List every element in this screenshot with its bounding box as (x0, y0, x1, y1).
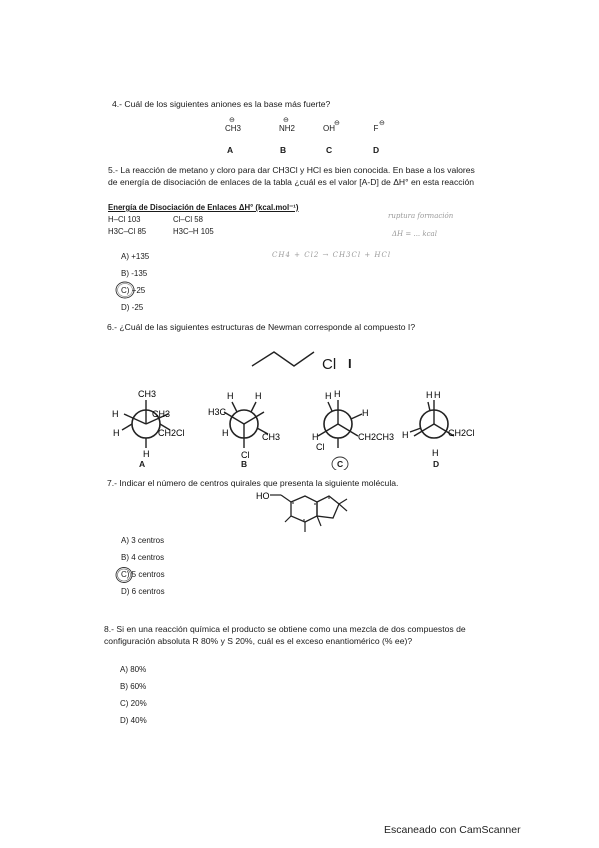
newman-label: H (402, 430, 409, 440)
newman-label: H (143, 449, 150, 459)
newman-label: CH3 (262, 432, 281, 442)
q8-option-a: A) 80% (120, 665, 147, 674)
newman-a (112, 389, 185, 459)
question-4: 4.- Cuál de los siguientes aniones es la base más fuerte? (112, 99, 331, 109)
compound-label-i: I (348, 356, 352, 371)
newman-label: H (362, 408, 369, 418)
question-5-line2: de energía de disociación de enlaces de la tabla ¿cuál es el valor [A-D] de ΔH° en esta reacción (108, 177, 475, 187)
question-5-line1: 5.- La reacción de metano y cloro para dar CH3Cl y HCl es bien conocida. En base a los valores (108, 165, 475, 175)
newman-label: Cl (241, 450, 250, 460)
compound-zigzag (250, 346, 320, 372)
option-letter-c: C (326, 145, 333, 155)
question-8-line2: configuración absoluta R 80% y S 20%, cuál es el exceso enantiomérico (% ee)? (104, 636, 413, 646)
anion-charge: ⊖ (334, 120, 340, 127)
anion-formula: OH (323, 124, 335, 133)
newman-projections (100, 388, 520, 470)
question-6: 6.- ¿Cuál de las siguientes estructuras de Newman corresponde al compuesto I? (107, 322, 416, 332)
compound-cl-label: Cl (322, 356, 337, 373)
answer-circle-icon (112, 279, 138, 301)
newman-label: H (113, 428, 120, 438)
newman-letter-a: A (139, 459, 146, 469)
newman-b (208, 391, 280, 460)
newman-letter-d: D (433, 459, 440, 469)
q7-molecule (255, 484, 355, 536)
q5-option-b: B) -135 (121, 269, 148, 278)
bond-table-title: Energía de Disociación de Enlaces ΔH° (kcal.mol⁻¹) (108, 203, 299, 212)
bond-clcl: Cl–Cl 58 (173, 215, 203, 224)
handwritten-note: ruptura formación (388, 212, 454, 220)
newman-label: H (255, 391, 262, 401)
q5-option-d: D) -25 (121, 303, 144, 312)
newman-label: H (222, 428, 229, 438)
newman-label: CH3 (138, 389, 157, 399)
answer-circle-icon (113, 565, 135, 585)
anion-nh2 (272, 117, 302, 133)
anion-formula: CH3 (224, 124, 241, 133)
anion-formula: NH2 (278, 124, 295, 133)
newman-label: H (432, 448, 439, 458)
q5-option-c: C) +25 (121, 286, 146, 295)
newman-letter-b: B (241, 459, 248, 469)
q8-option-c: C) 20% (120, 699, 147, 708)
q7-option-d: D) 6 centros (121, 587, 165, 596)
newman-label: H (227, 391, 234, 401)
q8-option-d: D) 40% (120, 716, 147, 725)
scanner-watermark: Escaneado con CamScanner (384, 824, 521, 836)
molecule-ho-label: HO (256, 491, 270, 501)
anion-formula: F (373, 124, 379, 133)
anion-charge: ⊖ (283, 117, 289, 124)
q5-option-a: A) +135 (121, 252, 150, 261)
newman-c (312, 389, 394, 452)
q7-option-c: C) 5 centros (121, 570, 165, 579)
newman-label: H (334, 389, 341, 399)
newman-label: H3C (208, 407, 227, 417)
q8-option-b: B) 60% (120, 682, 147, 691)
newman-label: CH3 (152, 409, 171, 419)
newman-label: CH2Cl (158, 428, 185, 438)
newman-label: H (325, 391, 332, 401)
question-7: 7.- Indicar el número de centros quirales que presenta la siguiente molécula. (107, 478, 399, 488)
question-8-line1: 8.- Si en una reacción química el producto se obtiene como una mezcla de dos compuestos de (104, 624, 466, 634)
newman-label: H (434, 390, 441, 400)
q7-option-a: A) 3 centros (121, 536, 165, 545)
anion-oh (314, 120, 344, 133)
newman-letter-c: C (337, 459, 344, 469)
bond-hcl: H–Cl 103 (108, 215, 141, 224)
anion-charge: ⊖ (229, 117, 235, 124)
handwritten-note: ΔH = ... kcal (392, 230, 437, 238)
anion-ch3 (218, 117, 248, 133)
newman-label: Cl (316, 442, 325, 452)
option-letter-a: A (227, 145, 234, 155)
newman-label: H (112, 409, 119, 419)
option-letter-d: D (373, 145, 380, 155)
newman-label: CH2Cl (448, 428, 475, 438)
newman-label: H (426, 390, 433, 400)
newman-label: CH2CH3 (358, 432, 395, 442)
newman-label: H (312, 432, 319, 442)
anion-charge: ⊖ (379, 120, 385, 127)
bond-h3c-h: H3C–H 105 (173, 227, 214, 236)
bond-h3c-cl: H3C–Cl 85 (108, 227, 147, 236)
handwritten-note: CH4 + Cl2 → CH3Cl + HCl (272, 251, 392, 259)
newman-d (402, 390, 475, 458)
q7-option-b: B) 4 centros (121, 553, 165, 562)
anion-f (366, 120, 386, 133)
option-letter-b: B (280, 145, 287, 155)
